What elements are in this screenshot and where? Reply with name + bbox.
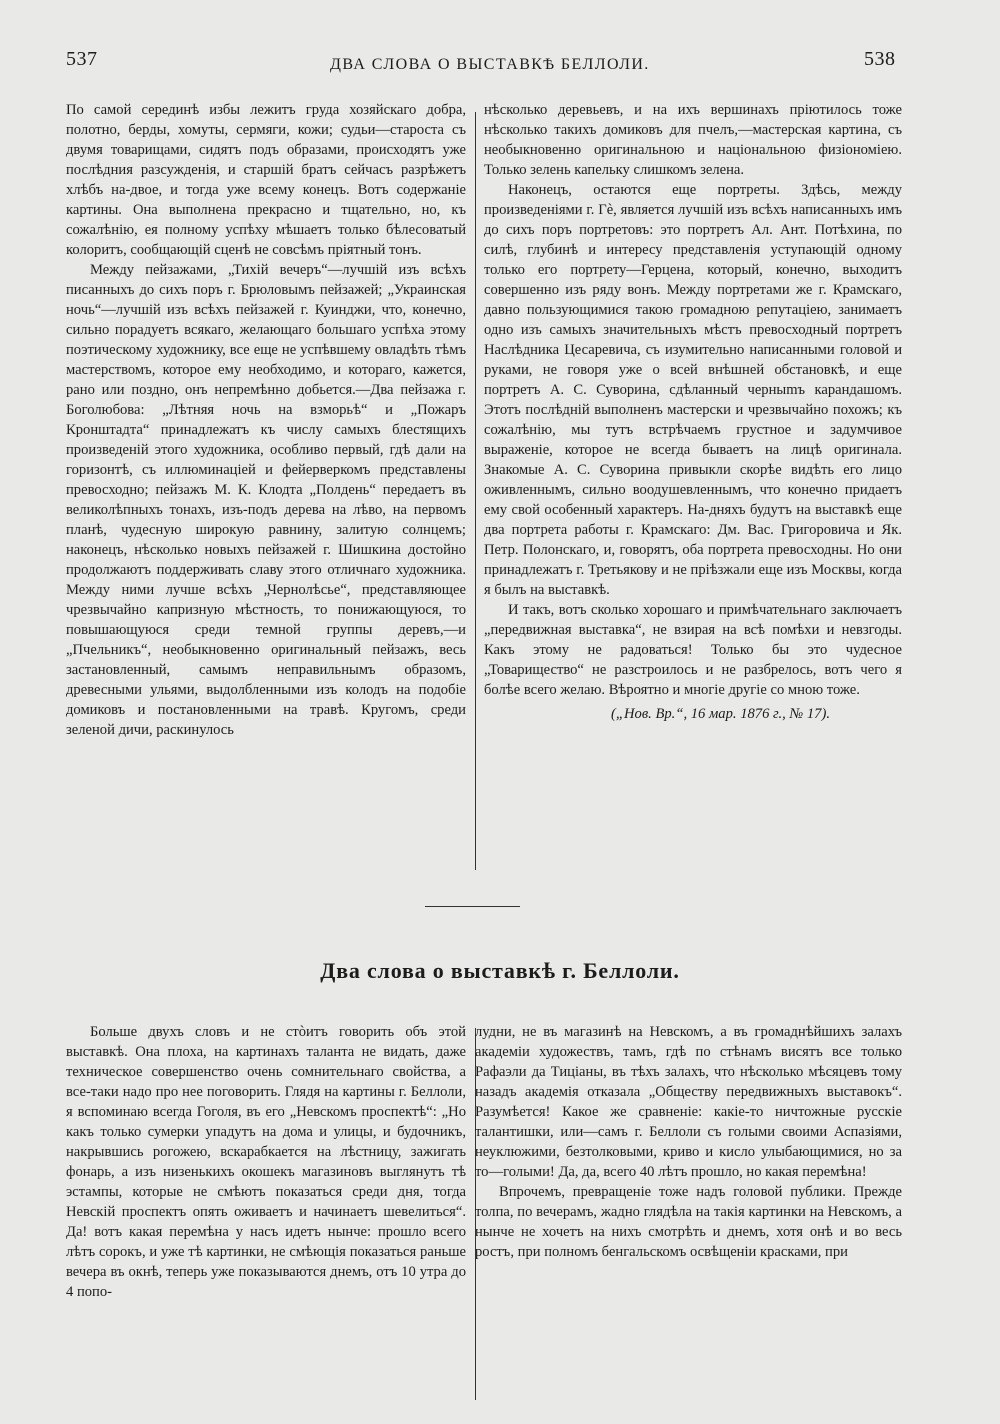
column-divider (475, 112, 476, 870)
paragraph: Больше двухъ словъ и не стòитъ говорить объ этой выставкѣ. Она плоха, на картинахъ таланта не видать, даже техническое совершенство очень сомнительнаго свойства, а все-таки надо про нее поговорить. Глядя на картины г. Беллоли, я вспоминаю всегда Гоголя, въ его „Невскомъ проспектѣ“: „Но какъ только сумерки упадутъ на дома и улицы, и будочникъ, накрывшись рогожею, вскарабкается на лѣстницу, зажигать фонарь, а изъ низенькихъ окошекъ магазиновъ выглянутъ тѣ эстампы, которые не смѣютъ показаться среди дня, тогда Невскій проспектъ опять оживаетъ и начинаетъ шевелиться“. Да! вотъ какая перемѣна у насъ идетъ нынче: прошло всего лѣтъ сорокъ, и уже тѣ картинки, не смѣющія показаться раньше вечера въ окнѣ, теперь уже показываются днемъ, отъ 10 утра до 4 попо- (66, 1024, 466, 1300)
paragraph: нѣсколько деревьевъ, и на ихъ вершинахъ пріютилось тоже нѣсколько такихъ домиковъ для пчелъ,—мастерская картина, съ необыкновенно оригинальною и національною физіономіею. Только зелень капельку слишкомъ зелена. (484, 102, 902, 178)
paragraph: лудни, не въ магазинѣ на Невскомъ, а въ громаднѣйшихъ залахъ академіи художествъ, тамъ, гдѣ по стѣнамъ висятъ все только Рафаэли да Тиціаны, въ тѣхъ залахъ, что нѣсколько мѣсяцевъ тому назадъ академія отказала „Обществу передвижныхъ выставокъ“. Разумѣется! Какое же сравненіе: какіе-то ничтожные русскіе талантишки, или—самъ г. Беллоли съ голыми своими Аспазіями, неуклюжими, безтолковыми, криво и кисло улыбающимися, но за то—голыми! Да, да, всего 40 лѣтъ прошло, но какая перемѣна! (475, 1024, 902, 1180)
citation: („Нов. Вр.“, 16 мар. 1876 г., № 17). (611, 706, 830, 722)
paragraph: По самой серединѣ избы лежитъ груда хозяйскаго добра, полотно, берды, хомуты, сермяги, кожи; судьи—староста съ двумя товарищами, сидятъ подъ образами, происходятъ уже послѣдния разсужденія, и старшій братъ сейчасъ разрѣжетъ хлѣбъ на-двое, и тогда уже всему конецъ. Вотъ содержаніе картины. Она выполнена прекрасно и тщательно, но, къ сожалѣнію, ея полному успѣху мѣшаетъ только бѣлесоватый колоритъ, сообщающій сценѣ не совсѣмъ пріятный тонъ. (66, 102, 466, 258)
section-divider (425, 906, 520, 907)
column-left-top (66, 100, 466, 740)
column-right-top (484, 100, 902, 724)
paragraph: И такъ, вотъ сколько хорошаго и примѣчательнаго заключаетъ „передвижная выставка“, не взирая на всѣ помѣхи и невзгоды. Какъ этому не радоваться! Только бы это чудесное „Товарищество“ не разстроилось и не разбрелось, вотъ чего я болѣе всего желаю. Вѣроятно и многіе другіе со мною тоже. (484, 602, 902, 698)
running-header: ДВА СЛОВА О ВЫСТАВКѢ БЕЛЛОЛИ. (330, 56, 650, 73)
column-right-bottom (475, 1022, 902, 1262)
column-left-bottom (66, 1022, 466, 1302)
paragraph: Наконецъ, остаются еще портреты. Здѣсь, между произведеніями г. Гè, является лучшій изъ всѣхъ написанныхъ имъ до сихъ поръ портретовъ: это портретъ Ал. Ант. Потѣхина, по силѣ, глубинѣ и интересу представленія уступающій одному только его портрету—Герцена, который, конечно, выходитъ совершенно изъ ряду вонъ. Между портретами же г. Крамскаго, давно пользующимися такою громадною репутацiею, занимаетъ одно изъ самыхъ значительныхъ мѣстъ превосходный портретъ Наслѣдника Цесаревича, съ изумительно написанными головой и руками, не говоря уже о всей внѣшней обстановкѣ, и еще портретъ А. С. Суворина, сдѣланный черныmъ карандашомъ. Этотъ послѣдній выполненъ мастерски и чрезвычайно похожъ; къ сожалѣнію, мы тутъ встрѣчаемъ грустное и задумчивое выраженіе, которое не всегда бываетъ на лицѣ оригинала. Знакомые А. С. Суворина привыкли скорѣе видѣть его лицо оживленнымъ, сильно воодушевленнымъ, что конечно придаетъ ему свой особенный характеръ. На-дняхъ будутъ на выставкѣ еще два портрета работы г. Крамскаго: Дм. Вас. Григоровича и Як. Петр. Полонскаго, и, говорятъ, оба портрета превосходны. Но они принадлежатъ г. Третьякову и не пріѣзжали еще изъ Москвы, когда я былъ на выставкѣ. (484, 182, 902, 598)
paragraph: Между пейзажами, „Тихій вечеръ“—лучшій изъ всѣхъ писанныхъ до сихъ поръ г. Брюловымъ пейзажей; „Украинская ночь“—лучшій изъ всѣхъ пейзажей г. Куинджи, что, конечно, сильно порадуетъ всякаго, желающаго большаго успѣха этому поэтическому художнику, все еще не успѣвшему овладѣть тѣмъ мастерствомъ, которое ему необходимо, и котораго, кажется, рано или поздно, онъ непремѣнно добьется.—Два пейзажа г. Боголюбова: „Лѣтняя ночь на взморьѣ“ и „Пожаръ Кронштадта“ принадлежатъ къ числу самыхъ блестящихъ произведеній этого художника, особливо первый, гдѣ дали на горизонтѣ, съ иллюминацiей и фейерверкомъ представлены превосходно; пейзажъ М. К. Клодта „Полдень“ передаетъ въ великолѣпныхъ тонахъ, изъ-подъ дерева на лѣво, на первомъ планѣ, чудесную широкую равнину, залитую солнцемъ; наконецъ, нѣсколько новыхъ пейзажей г. Шишкина достойно продолжаютъ поддерживать славу этого отличнаго художника. Между ними лучше всѣхъ „Чернолѣсье“, представляющее чрезвычайно капризную мѣстность, то понижающуюся, то повышающуюся среди темной группы деревъ,—и „Пчельникъ“, необыкновенно оригинальный пейзажъ, весь застановленный, самымъ неправильнымъ образомъ, древесными ульями, выдолбленными изъ колодъ на подобіе домиковъ и постановленными на травѣ. Кругомъ, среди зеленой дичи, раскинулось (66, 262, 466, 738)
paragraph: Впрочемъ, превращеніе тоже надъ головой публики. Прежде толпа, по вечерамъ, жадно глядѣла на такія картинки на Невскомъ, а нынче не хочетъ на нихъ смотрѣть и днемъ, хотя онѣ и во весь ростъ, при полномъ бенгальскомъ освѣщеніи красками, при (475, 1184, 902, 1260)
page-number-right: 538 (864, 48, 896, 70)
page-number-left: 537 (66, 48, 98, 70)
section-title: Два слова о выставкѣ г. Беллоли. (320, 958, 680, 983)
